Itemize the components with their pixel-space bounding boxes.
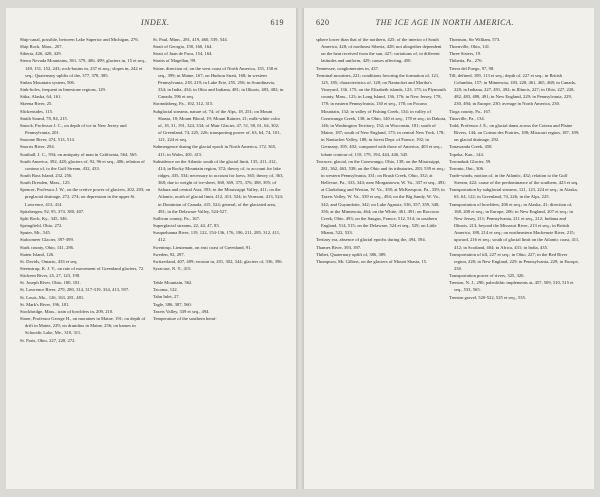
index-entry: Stromdaberg, Pa., 102, 312, 315. [153, 101, 214, 107]
index-entry: Thibet, Quaternary uplift of, 386, 389. [316, 251, 387, 257]
index-entry: South Bass Island, 232, 256. [20, 172, 73, 178]
index-entry: Trenton gravel, 520-522, 525 et seq., 535. [449, 294, 527, 300]
index-entry: Springfield, Ohio, 272. [20, 223, 63, 229]
index-entry: Trenton, N. J., 290; paleolithic implements at, 457, 509, 510, 515 et seq., 533, 565. [449, 280, 574, 293]
index-entry: Sitka, Alaska, 64, 161. [20, 94, 62, 100]
index-entry: Stone, Professor George H., on moraines in Maine, 191; on depth of drift in Maine, 229; on drumlins in Maine, 256; on kames in Schoodic Lake, Me., 310, 311. [20, 316, 146, 336]
index-entry: Todd, Professor J. E., on glacial dams across the Coteau and Plaine Rivers, 144; on Coteau des Prairies, 188; Missouri region, 187, 189; on glacial drainage, 292. [449, 122, 580, 143]
index-entry: Thompson, Mr. Gilbert, on the glaciers of Mount Shasta, 15. [316, 258, 428, 264]
index-entry: Tazeis Valley, 339 et seq., 494. [153, 308, 210, 314]
index-entry: Titusville, Pa., 134. [449, 115, 485, 121]
right-page-header [316, 18, 580, 27]
index-entry: Three Sisters, 19. [449, 51, 482, 57]
index-entry: St. Louis, Mo., 126, 163, 281, 481. [20, 294, 85, 300]
index-entry: Transportation of bowlders, 206 et seq.; in Alaska, 41; direction of, 168, 208 et seq.; in Europe, 206; in New England, 207 et seq.; in New Jersey, 211; Pennsylvania, 211 et seq., 212; Indiana and Illinois, 213; beyond the Missouri River, 213 et seq.; in British America, 188, 214 et seq.; on northeastern Mackenzie River, 215; upward, 216 et seq.; south of glacial limit on the Atlantic coast, 411, 412; in Scotland, 404; in Africa, 431; in India, 435. [449, 201, 580, 250]
index-entry: Thornville, Ohio, 141. [449, 44, 491, 50]
index-entry: Ship Rock, Mass., 207. [20, 44, 63, 50]
right-page-columns [316, 36, 580, 301]
index-entry: Transportation power of rivers, 325, 326. [449, 273, 525, 279]
index-entry: Transportation by subglacial streams, 121, 123, 224 et seq.; in Alaska, 63, 64, 122; in Greenland, 74, 226; in the Alps, 225. [449, 187, 578, 200]
index-entry: St. Paris, Ohio, 227, 228, 272. [20, 337, 76, 343]
index-entry: Southall, J. C., 594; on antiquity of man in California, 564, 565. [20, 151, 138, 157]
index-entry: Tioga county, Pa., 167. [449, 108, 492, 114]
index-entry: Terraces, glacial, on the Conewango, Ohio, 138; on the Mississippi, 281, 362, 463, 538; on the Ohio and its tributaries, 283, 539 et seq.; in western Pennsylvania, 331; on Brush Creek, Ohio, 332; at Bellevue, Pa., 333, 344; near Morgantown, W. Va., 337 et seq., 493; at Clarksburg and Weston, W. Va., 358; at McKeesport, Pa., 339; in Tazeis Valley, W. Va., 339 et seq., 494; on the Big Sandy, W. Va., 342; and Guyandotte, 342; on Lake Agassiz, 536, 357, 359, 348, 356; at the Minnesota, 464; on the White, 461, 491; on Raccoon Creek, Ohio, 493; on the Saugus, France, 512, 514; in southern England, 514, 515; on the Delaware, 524 et seq., 529; on Little Miami, 522, 533. [316, 158, 446, 236]
index-entry: Stalcomeer Glacier, 397-399. [20, 237, 74, 243]
index-entry: Toronto, Ont., 306. [449, 165, 485, 171]
right-page [304, 8, 594, 489]
index-entry: Ship-canal, possible, between Lake Superior and Michigan, 276. [20, 37, 139, 42]
index-entry: Submergence during the glacial epoch in North America, 172, 365, 411; in Wales, 401, 415. [153, 144, 277, 157]
right-page-number: 620 [316, 18, 330, 27]
index-entry: St. Lawrence River, 279, 280, 314, 317-319, 334, 413, 597. [20, 287, 130, 293]
index-entry: Tennessee, conglomerates in, 437. [316, 65, 379, 71]
left-page-number: 619 [270, 18, 284, 27]
left-page-header [20, 18, 284, 27]
index-entry: Sweden, 92, 297. [153, 251, 185, 257]
right-page-column-2 [449, 36, 580, 301]
index-entry: Straits of Magellan, 99. [153, 58, 197, 64]
index-entry: sphere lower than that of the northern, 425; of the interior of South America, 428; of northeast Siberia, 428; not altogether dependent on the heat received from the sun, 427; variations of, in different latitudes and uniform, 429; causes affecting, 450. [316, 37, 442, 64]
index-entry: Terminal moraines, 221; conditions favoring the formation of, 121, 125, 185; characteristics of, 128; on Nantucket and Martha's Vineyard, 136, 175; on the Elizabeth islands, 123, 175; in Plymouth county, Mass., 123; in Long Island, 136, 176; in New Jersey, 178, 178; in eastern Pennsylvania, 130 et seq., 178; on Pocono Mountain, 132; in valley of Fishing Creek, 134; in valley of Conewango Creek, 138; in Ohio, 140 et seq., 178 et seq.; in Dakota, 146; in Washington Territory, 152; in Wisconsin, 181; south of Maine, 187; south of New England, 175; in central New York, 178; in Nantucket Valley, 188; in forest Dept. of France, 192; in Germany, 395, 402; compared with those of America, 403 et seq.; lobate contour of, 118, 179, 194, 444, 446, 545. [316, 72, 447, 157]
index-entry: Striae, direction of, on the west coast of North America, 155, 158 et seq., 399; in Maine, 167; on Hudson Strait, 168; in western Pennsylvania, 218, 219; in Lake Erie, 255, 256; in Scandinavia, 334; in India, 434; in Ohio and Indiana, 481; in Illinois, 483, 482; in Canada, 596 et seq. [153, 65, 284, 100]
left-page [6, 8, 296, 489]
index-entry: Subglacial streams, nature of, 74; of the Alps, 18, 251; on Mount Shasta, 18; Mount Blood, 19; Mount Rainier, 21; milk-white color of, 18, 31, 191, 324, 334; of Muir Glacier, 47, 51, 58, 61, 64, 302; of Greenland, 74, 225, 226; transporting power of, 63, 64, 74, 101, 121, 224 et seq. [153, 108, 281, 143]
index-entry: Switzerland, 407, 409; erosion in, 201, 302, 344; glaciers of, 336, 396. [153, 258, 283, 264]
index-entry: Stickeen River, 25, 27, 123, 198. [20, 273, 81, 279]
index-entry: Tahn Inlet, 27. [153, 294, 180, 300]
index-entry: Snorris River, 294. [20, 144, 55, 150]
book-gutter [296, 8, 304, 489]
index-entry: Slickensides, 115. [20, 108, 54, 114]
index-entry: Toronakuk Glacier, 59. [449, 158, 492, 164]
index-entry: St. Paul, Minn., 281, 419, 460, 539, 544. [153, 37, 228, 42]
left-page-column-2 [153, 36, 284, 344]
index-entry: Susquehanna River, 119, 122, 154-136, 176, 196, 211, 285, 312, 411, 412. [153, 230, 281, 243]
index-entry: Trade-winds, motion of, in the Atlantic, 432; relation to the Gulf Stream, 422; cause of the predominance of the southern, 423 et seq. [449, 172, 579, 186]
index-entry: St. Mark's River, 196, 181. [20, 301, 70, 307]
index-entry: Stark county, Ohio, 141, 286. [20, 244, 75, 250]
index-entry: Spuier, Mr., 545. [20, 230, 51, 236]
index-entry: Transportation of till, 227 et seq.; in Ohio, 227; in the Red River region, 228; in New England, 229; in Pennsylvania, 229; in Europe, 230. [449, 251, 579, 271]
index-entry: Snoome River, 474, 513, 514. [20, 137, 75, 143]
left-header-title: INDEX. [140, 18, 170, 27]
index-entry: Tonawanda Creek, 458. [449, 144, 493, 150]
index-entry: Topeka, Kan., 144. [449, 151, 484, 157]
index-entry: Tierra del Fuego, 97, 98. [449, 65, 495, 71]
index-entry: Spencer, Professor J. W., on the cretive power of glaciers, 202, 203; on preglacial drainage, 272, 274; on depression in the upper St. Lawrence, 413, 414. [20, 187, 151, 207]
index-entry: Sierra Nevada Mountains, 361, 379, 406, 499; glaciers in, 15 et seq., 149, 151, 152, 243; rock-basins in, 237 et seq.; slopes in, 242 et seq.; Quaternary uplifts of the, 377, 378, 385. [20, 58, 147, 78]
index-entry: Tacoma, 122. [153, 287, 178, 293]
index-entry: Syracuse, N. Y., 415. [153, 266, 192, 271]
index-entry: South America, 392, 428; glaciers of, 92, 96 et seq., 406; relation of contour of, to the Gulf Stream, 432, 433. [20, 158, 145, 171]
index-entry: Sullivan county, Pa., 167. [153, 215, 201, 221]
index-entry: Till, defined, 109, 113 et seq.; depth of, 227 et seq.; in British Columbia, 157; in Minnesota, 183, 228, 461, 465, 468; in Canada, 228; in Indiana, 227, 491, 492; in Illinois, 227; in Ohio, 227, 228, 482, 483, 488, 491; in New England, 229; in Pennsylvania, 229, 230, 494; in Europe, 230; average in North America, 230. [449, 72, 576, 107]
index-entry: Thames River, 393, 397. [316, 244, 362, 250]
index-entry [153, 272, 284, 279]
index-entry: Skeena River, 25. [20, 101, 53, 107]
index-entry: St. Joseph River, Ohio, 180, 181. [20, 280, 81, 286]
index-entry: St. Davids, Ontario, 433 et seq. [20, 258, 78, 264]
index-entry: Strait of Georgia, 158, 160, 164. [153, 44, 213, 50]
index-entry: Subsidence on the Atlantic south of the glacial limit, 135, 411, 412, 414; in Rocky Mountain region, 372; theory of, to account for lake ridges, 435, 534; necessary to account for loess, 365; theory of, 363, 368; due to weight of ice-sheet, 368, 369, 375, 376, 388, 395; of Sahara and central Asia, 393; in the Mississippi Valley, 411; on the Atlantic, north of glacial limit, 412, 413, 524; in Vermont, 413, 524; in Dominion of Canada, 415, 524; general, of the glaciated area, 481; in the Delaware Valley, 524-527. [153, 158, 284, 214]
left-page-column-1 [20, 36, 151, 344]
index-entry: Sink-holes, frequent in limestone regions, 129. [20, 87, 106, 93]
right-page-column-1 [316, 36, 447, 301]
index-entry: Stockbridge, Mass., train of bowlders in, 209, 210. [20, 308, 114, 314]
right-header-title: THE ICE AGE IN NORTH AMERICA. [375, 18, 514, 27]
index-entry: Steenstrup, K. J. V., on rate of movement of Greenland glaciers, 72. [20, 266, 145, 271]
index-entry: South Dresden, Mass., 125. [20, 180, 71, 186]
index-entry: Spitzbergen, 92, 95, 374, 380, 407. [20, 208, 85, 214]
index-entry: Superglacial streams, 22, 44, 47, 83. [153, 223, 220, 229]
index-entry: Tagle, 386, 387, 560. [153, 301, 192, 307]
index-entry: Table Mountain, 562. [153, 280, 193, 286]
index-entry: Staten Island, 126. [20, 251, 55, 257]
left-page-columns [20, 36, 284, 344]
index-entry: Smock, Professor J. C., on depth of ice in New Jersey and Pennsylvania, 201. [20, 122, 127, 136]
index-entry: Temperature of the southern hemi- [153, 315, 217, 321]
index-entry: Thomson, Sir William, 573. [449, 37, 501, 42]
index-entry: Tertiary era, absence of glacial epochs during the, 494, 594. [316, 237, 426, 243]
index-entry: Sinlan Mountain system, 506. [20, 79, 75, 85]
index-entry: Siberia, 426, 428, 429. [20, 51, 62, 57]
index-entry: Thibetia, Pa., 276. [449, 58, 483, 64]
index-entry: Smith Sound, 78, 84, 215. [20, 115, 68, 121]
index-entry: Strait of Juan de Fuca, 154, 164. [153, 51, 213, 57]
index-entry: Split Rock, Ky., 345, 346. [20, 215, 68, 221]
index-entry: Swentrup, Lieutenant, on east coast of Greenland, 91. [153, 244, 252, 250]
